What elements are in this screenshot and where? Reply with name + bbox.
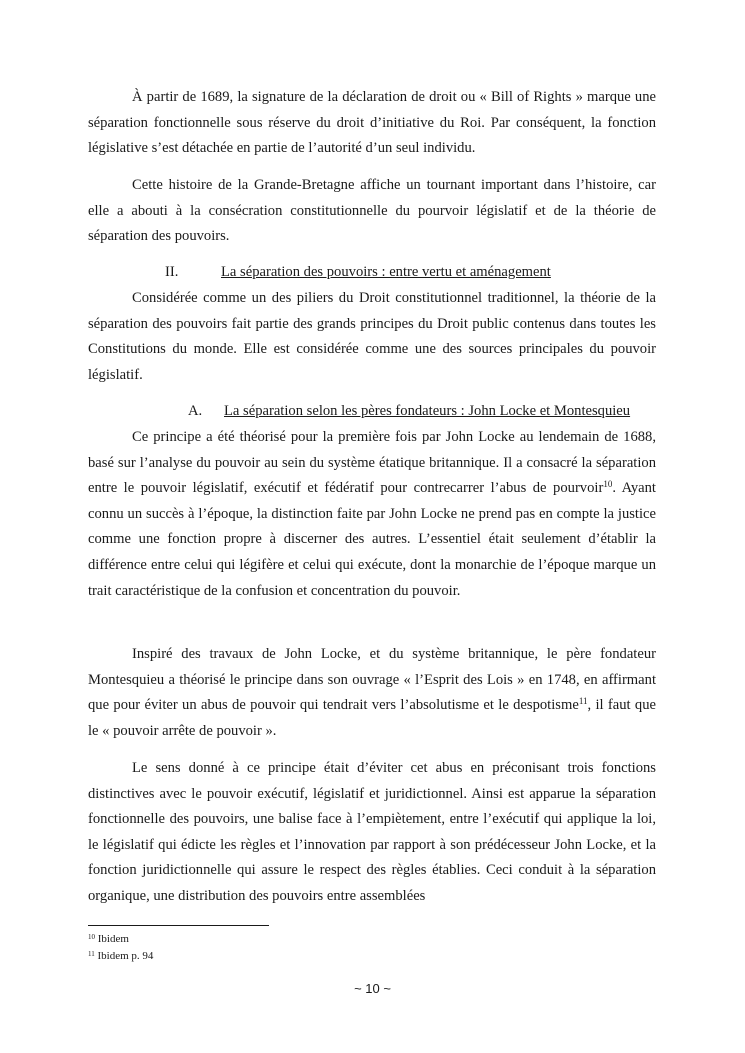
paragraph-text: . Ayant connu un succès à l’époque, la distinction faite par John Locke ne prend pas en compte la justice comme une fonction propre à discerner des autres. L’essentiel était seulement d’établir la différence entre celui qui légifère et celui qui exécute, dont la monarchie de l’époque marque un trait caractéristique de la confusion et concentration du pouvoir. <box>88 480 656 599</box>
footnote-ref[interactable]: 11 <box>578 696 588 707</box>
footnote-number: 11 <box>88 950 95 958</box>
section-title: La séparation des pouvoirs : entre vertu et aménagement <box>221 264 551 280</box>
footnote-text: Ibidem p. 94 <box>97 950 154 962</box>
subsection-number: A. <box>188 403 203 419</box>
subsection-title: La séparation selon les pères fondateurs : John Locke et Montesquieu <box>224 403 631 419</box>
paragraph-text: Inspiré des travaux de John Locke, et du système britannique, le père fondateur Montesquieu a théorisé le principe dans son ouvrage « l’Esprit des Lois » en 1748, en affirmant que pour éviter un abus de pouvoir qui tendrait vers l’absolutisme et le despotisme <box>88 646 656 714</box>
footnote-divider <box>88 925 269 926</box>
page-number: ~ 10 ~ <box>354 981 391 996</box>
paragraph-bill-of-rights: À partir de 1689, la signature de la déclaration de droit ou « Bill of Rights » marque une séparation fonctionnelle sous réserve du droit d’initiative du Roi. Par conséquent, la fonction législative s’est détachée en partie de l’autorité d’un seul individu. <box>88 89 656 157</box>
paragraph-trois-fonctions: Le sens donné à ce principe était d’éviter cet abus en préconisant trois fonctions distinctives avec le pouvoir exécutif, législatif et juridictionnel. Ainsi est apparue la séparation fonctionnelle des pouvoirs, une balise face à l’empiètement, entre l’exécutif qui applique la loi, le législatif qui édicte les règles et l’innovation par rapport à son prédécesseur John Locke, et la fonction juridictionnelle qui assure le respect des règles établies. Ceci conduit à la séparation organique, une distribution des pouvoirs entre assemblées <box>88 760 656 904</box>
subsection-heading <box>188 399 630 425</box>
paragraph-john-locke <box>88 425 656 604</box>
section-number: II. <box>165 264 179 280</box>
footnote-ref[interactable]: 10 <box>603 479 613 490</box>
paragraph-text: , il faut que le « pouvoir arrête de pouvoir ». <box>88 697 657 739</box>
section-heading <box>165 260 551 286</box>
footnote <box>88 949 153 963</box>
paragraph-grande-bretagne: Cette histoire de la Grande-Bretagne affiche un tournant important dans l’histoire, car elle a abouti à la consécration constitutionnelle du pourvoir législatif et de la théorie de séparation des pouvoirs. <box>88 177 656 245</box>
footnote-text: Ibidem <box>97 933 129 945</box>
paragraph-text: Ce principe a été théorisé pour la première fois par John Locke au lendemain de 1688, basé sur l’analyse du pouvoir au sein du système étatique britannique. Il a consacré la séparation entre le pouvoir législatif, exécutif et fédératif pour contrecarrer l’abus de pourvoir <box>88 429 656 497</box>
paragraph-montesquieu <box>88 642 656 744</box>
footnote-number: 10 <box>88 933 95 941</box>
footnote <box>88 932 129 946</box>
paragraph-piliers-droit: Considérée comme un des piliers du Droit constitutionnel traditionnel, la théorie de la séparation des pouvoirs fait partie des grands principes du Droit public contenus dans toutes les Constitutions du monde. Elle est considérée comme une des sources principales du pouvoir législatif. <box>88 290 656 383</box>
